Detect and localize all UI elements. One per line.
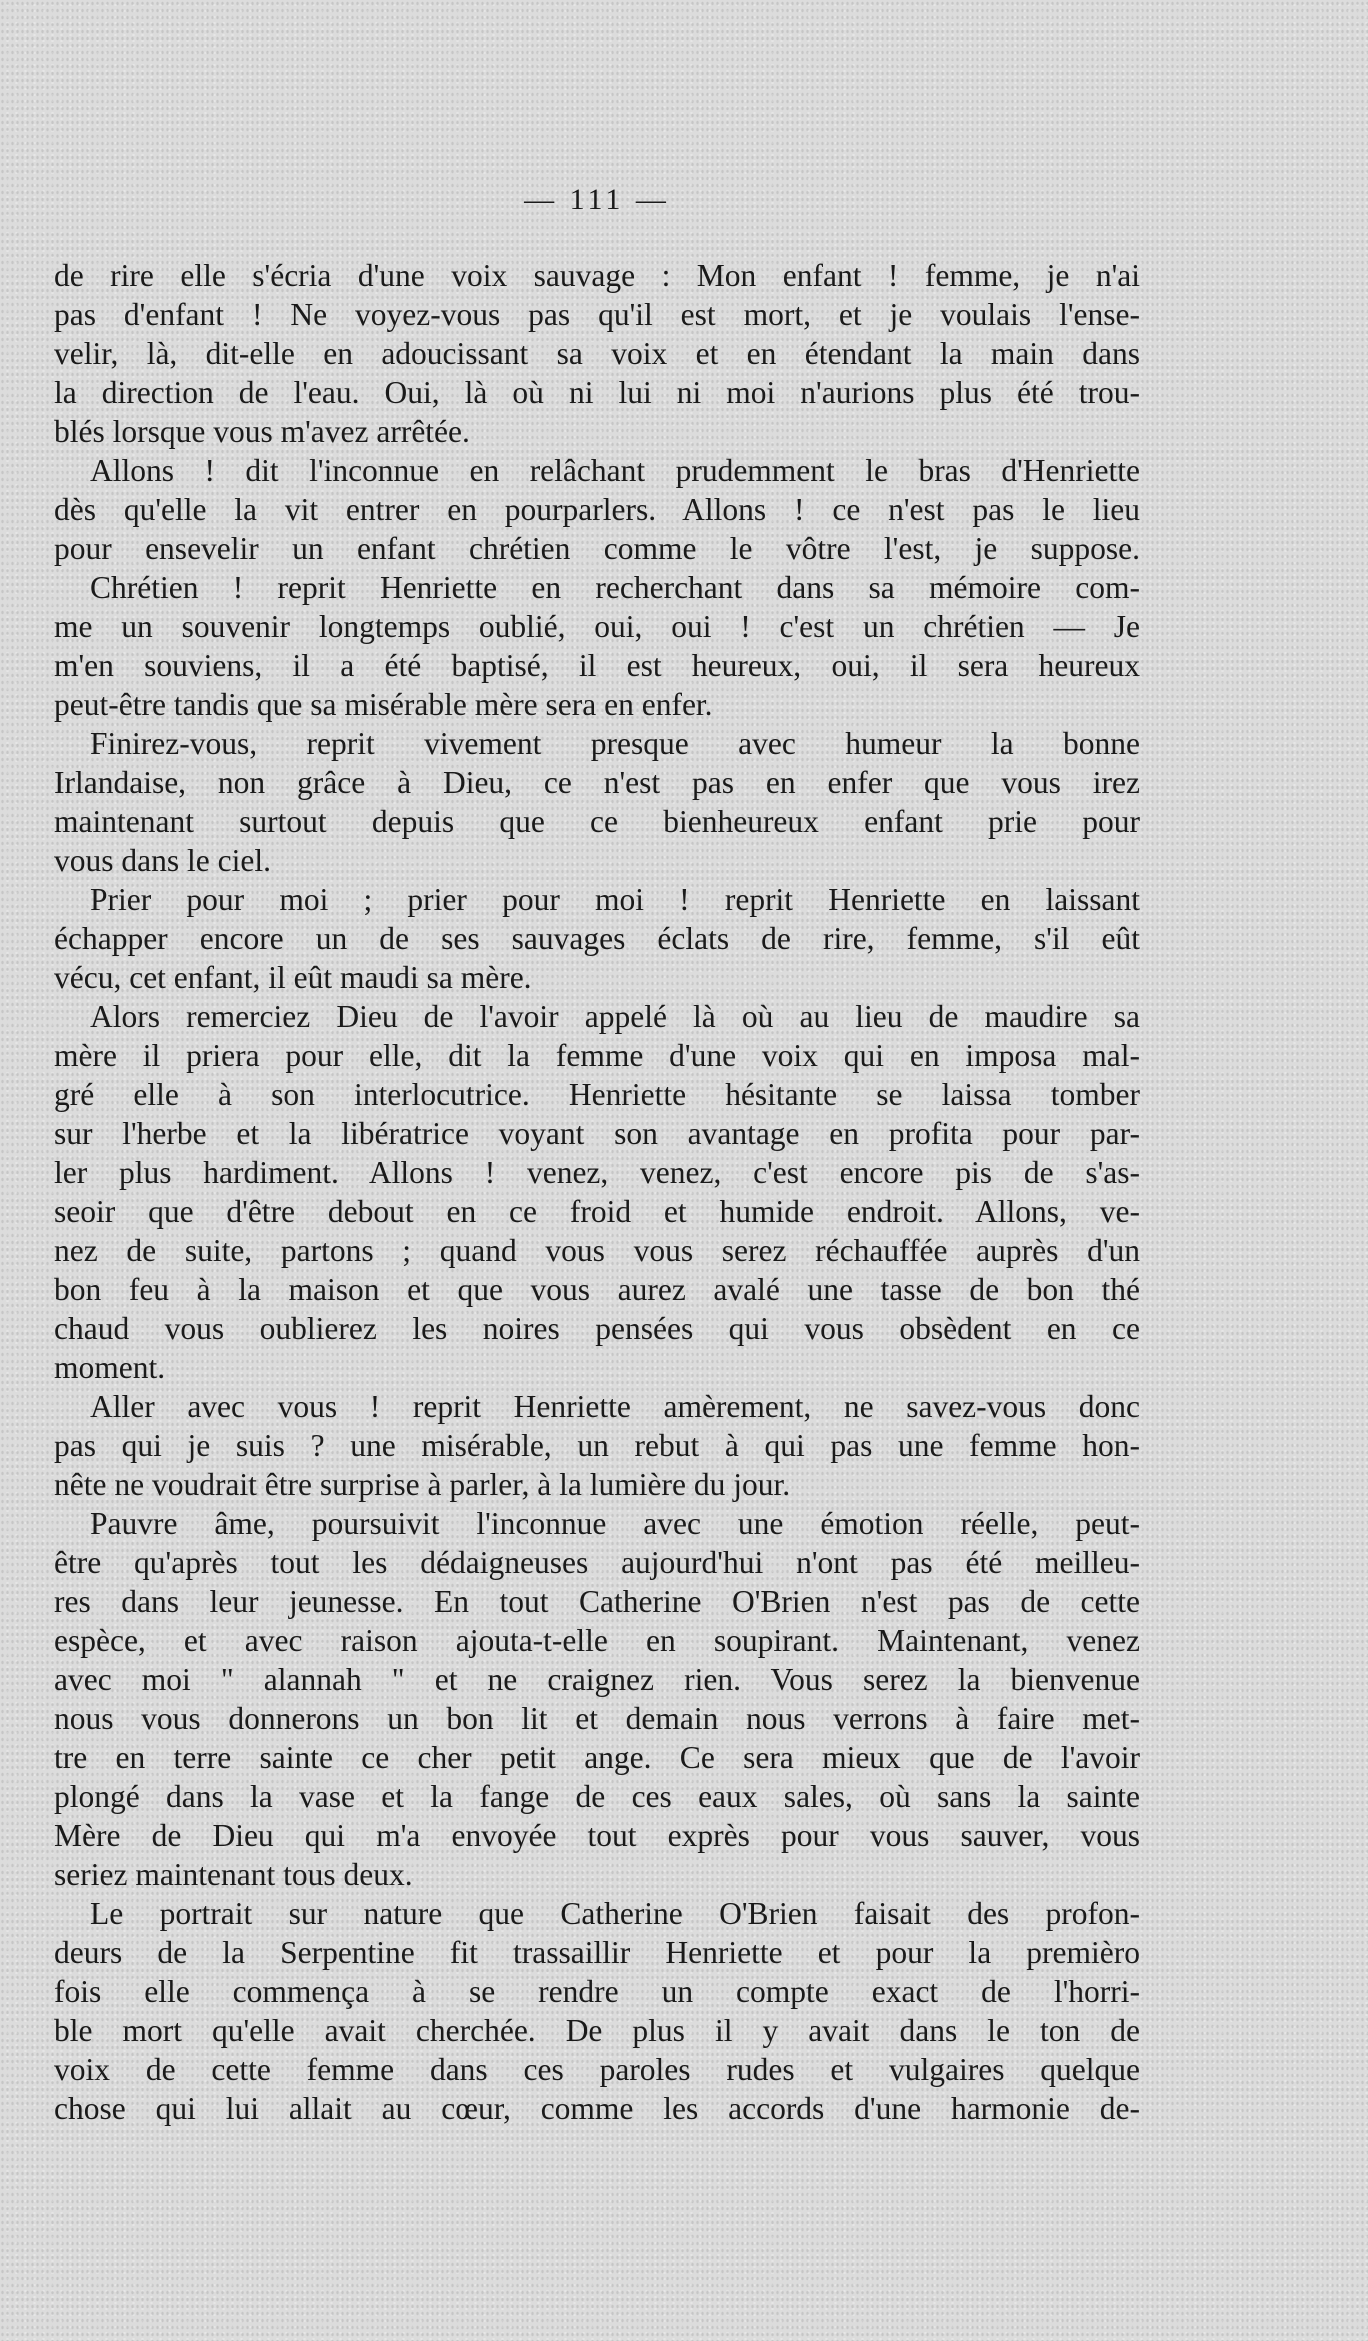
text-line: maintenant surtout depuis que ce bienheureux enfant prie pour xyxy=(54,804,1140,839)
text-line: vous dans le ciel. xyxy=(54,843,271,878)
text-line: dès qu'elle la vit entrer en pourparlers. Allons ! ce n'est pas le lieu xyxy=(54,492,1140,527)
text-line: bon feu à la maison et que vous aurez avalé une tasse de bon thé xyxy=(54,1272,1140,1307)
text-line: nous vous donnerons un bon lit et demain nous verrons à faire met- xyxy=(54,1701,1140,1736)
text-line: Le portrait sur nature que Catherine O'Brien faisait des profon- xyxy=(90,1896,1140,1931)
text-line: gré elle à son interlocutrice. Henriette hésitante se laissa tomber xyxy=(54,1077,1140,1112)
text-line: seoir que d'être debout en ce froid et humide endroit. Allons, ve- xyxy=(54,1194,1140,1229)
text-line: moment. xyxy=(54,1350,166,1385)
text-line: chose qui lui allait au cœur, comme les accords d'une harmonie de- xyxy=(54,2091,1140,2126)
text-line: pas qui je suis ? une misérable, un rebut à qui pas une femme hon- xyxy=(54,1428,1140,1463)
text-line: voix de cette femme dans ces paroles rudes et vulgaires quelque xyxy=(54,2052,1140,2087)
text-line: la direction de l'eau. Oui, là où ni lui ni moi n'aurions plus été trou- xyxy=(54,375,1140,410)
text-line: velir, là, dit-elle en adoucissant sa voix et en étendant la main dans xyxy=(54,336,1140,371)
text-line: peut-être tandis que sa misérable mère sera en enfer. xyxy=(54,687,713,722)
text-line: m'en souviens, il a été baptisé, il est heureux, oui, il sera heureux xyxy=(54,648,1140,683)
text-line: sur l'herbe et la libératrice voyant son avantage en profita pour par- xyxy=(54,1116,1140,1151)
text-line: seriez maintenant tous deux. xyxy=(54,1857,413,1892)
text-line: avec moi " alannah " et ne craignez rien. Vous serez la bienvenue xyxy=(54,1662,1140,1697)
text-line: tre en terre sainte ce cher petit ange. Ce sera mieux que de l'avoir xyxy=(54,1740,1140,1775)
text-line: de rire elle s'écria d'une voix sauvage : Mon enfant ! femme, je n'ai xyxy=(54,258,1140,293)
text-line: Allons ! dit l'inconnue en relâchant prudemment le bras d'Henriette xyxy=(90,453,1140,488)
text-line: mère il priera pour elle, dit la femme d'une voix qui en imposa mal- xyxy=(54,1038,1140,1073)
text-line: nez de suite, partons ; quand vous vous serez réchauffée auprès d'un xyxy=(54,1233,1140,1268)
text-line: Aller avec vous ! reprit Henriette amèrement, ne savez-vous donc xyxy=(90,1389,1140,1424)
text-block xyxy=(54,180,1140,2128)
text-line: chaud vous oublierez les noires pensées qui vous obsèdent en ce xyxy=(54,1311,1140,1346)
text-line: Alors remerciez Dieu de l'avoir appelé là où au lieu de maudire sa xyxy=(90,999,1140,1034)
page-number: — 111 — xyxy=(524,183,670,216)
text-line: deurs de la Serpentine fit trassaillir Henriette et pour la premièro xyxy=(54,1935,1140,1970)
text-line: plongé dans la vase et la fange de ces eaux sales, où sans la sainte xyxy=(54,1779,1140,1814)
text-line: pour ensevelir un enfant chrétien comme le vôtre l'est, je suppose. xyxy=(54,531,1140,566)
text-line: blés lorsque vous m'avez arrêtée. xyxy=(54,414,470,449)
text-line: espèce, et avec raison ajouta-t-elle en soupirant. Maintenant, venez xyxy=(54,1623,1140,1658)
text-line: Mère de Dieu qui m'a envoyée tout exprès pour vous sauver, vous xyxy=(54,1818,1140,1853)
body-text xyxy=(54,256,1140,2128)
text-line: ble mort qu'elle avait cherchée. De plus il y avait dans le ton de xyxy=(54,2013,1140,2048)
text-line: me un souvenir longtemps oublié, oui, oui ! c'est un chrétien — Je xyxy=(54,609,1140,644)
text-line: Chrétien ! reprit Henriette en recherchant dans sa mémoire com- xyxy=(90,570,1140,605)
text-line: échapper encore un de ses sauvages éclats de rire, femme, s'il eût xyxy=(54,921,1140,956)
text-line: vécu, cet enfant, il eût maudi sa mère. xyxy=(54,960,532,995)
text-line: fois elle commença à se rendre un compte exact de l'horri- xyxy=(54,1974,1140,2009)
text-line: Irlandaise, non grâce à Dieu, ce n'est pas en enfer que vous irez xyxy=(54,765,1140,800)
text-line: ler plus hardiment. Allons ! venez, venez, c'est encore pis de s'as- xyxy=(54,1155,1140,1190)
text-line: Prier pour moi ; prier pour moi ! reprit Henriette en laissant xyxy=(90,882,1140,917)
text-line: nête ne voudrait être surprise à parler, à la lumière du jour. xyxy=(54,1467,791,1502)
text-line: Finirez-vous, reprit vivement presque avec humeur la bonne xyxy=(90,726,1140,761)
text-line: res dans leur jeunesse. En tout Catherine O'Brien n'est pas de cette xyxy=(54,1584,1140,1619)
text-line: être qu'après tout les dédaigneuses aujourd'hui n'ont pas été meilleu- xyxy=(54,1545,1140,1580)
text-line: pas d'enfant ! Ne voyez-vous pas qu'il est mort, et je voulais l'ense- xyxy=(54,297,1140,332)
text-line: Pauvre âme, poursuivit l'inconnue avec une émotion réelle, peut- xyxy=(90,1506,1140,1541)
